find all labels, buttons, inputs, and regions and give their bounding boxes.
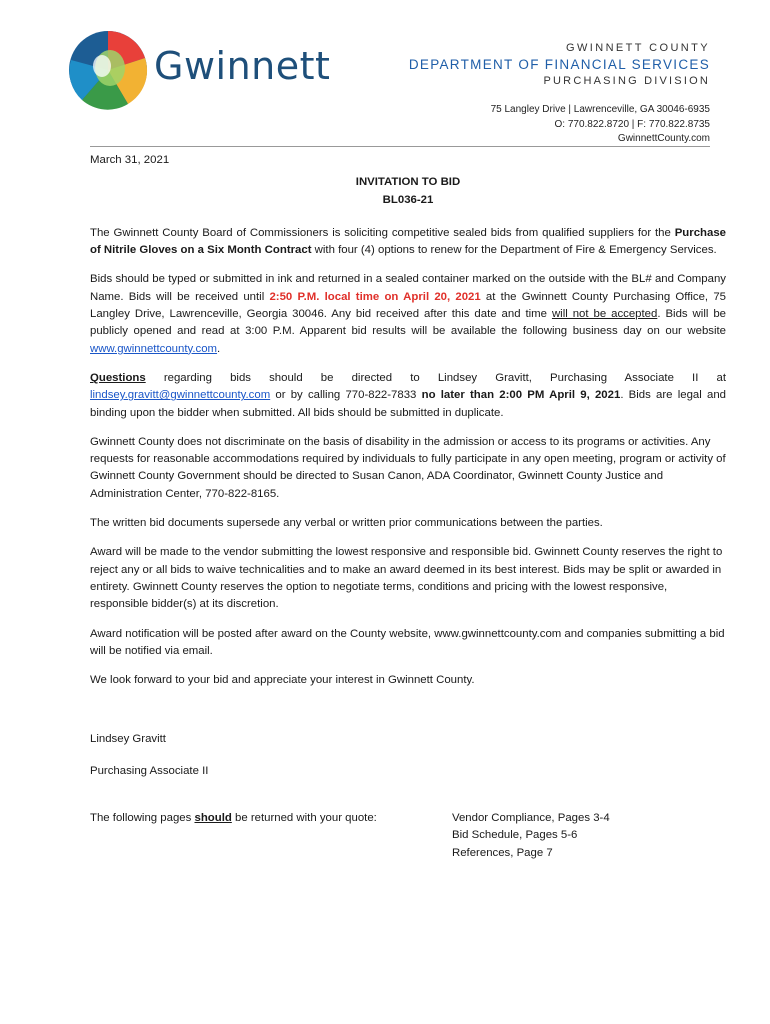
- logo-wordmark: Gwinnett: [154, 44, 331, 88]
- paragraph-notification: Award notification will be posted after award on the County website, www.gwinnettcounty.com and companies submitting a bid will be notified via email.: [90, 627, 725, 657]
- header-address: 75 Langley Drive | Lawrenceville, GA 30046-6935: [490, 104, 710, 115]
- return-item: Vendor Compliance, Pages 3-4: [452, 812, 610, 825]
- paragraph-ada: Gwinnett County does not discriminate on the basis of disability in the admission or access to its programs or activities. Any requests for reasonable accommodations required by individuals to fully participate in any open meeting, program or activity of Gwinnett County Government should be directed to Susan Canon, ADA Coordinator, Gwinnett County Justice and Administration Center, 770-822-8165.: [90, 435, 726, 500]
- gwinnett-logo: [68, 30, 331, 110]
- contract-name: Purchase of Nitrile Gloves on a Six Month Contract: [90, 226, 726, 257]
- header-division: PURCHASING DIVISION: [543, 75, 710, 87]
- paragraph-supersede: The written bid documents supersede any verbal or written prior communications between the parties.: [90, 517, 603, 530]
- text: at the Gwinnett County Purchasing Office, 75 Langley Drive, Lawrenceville, Georgia 30046. Any bid received after this date and time: [90, 290, 726, 321]
- email-link[interactable]: lindsey.gravitt@gwinnettcounty.com: [90, 389, 271, 402]
- text: . Bids will be publicly opened and read at 3:00 P.M. Apparent bid results will be available the following business day on our website: [90, 308, 726, 338]
- paragraph-questions: [90, 370, 726, 422]
- letter-body: [90, 152, 726, 862]
- not-accepted-text: will not be accepted: [551, 308, 658, 321]
- bid-number: BL036-21: [382, 193, 434, 206]
- deadline-highlight: 2:50 P.M. local time on April 20, 2021: [269, 290, 481, 303]
- text: be returned with your quote:: [231, 812, 377, 825]
- website-link[interactable]: www.gwinnettcounty.com: [90, 342, 218, 355]
- header-county: GWINNETT COUNTY: [566, 42, 710, 54]
- text: regarding bids should be directed to Lindsey Gravitt, Purchasing Associate II at: [145, 371, 726, 384]
- text: The Gwinnett County Board of Commissioners is soliciting competitive sealed bids from qualified suppliers for the: [90, 226, 675, 239]
- text: or by calling 770-822-7833: [270, 389, 422, 402]
- questions-label: Questions: [90, 371, 146, 384]
- header-divider: [90, 146, 710, 147]
- logo-mark: [68, 30, 148, 110]
- header-contact: [409, 103, 710, 147]
- text: . Bids are legal and binding upon the bidder when submitted. All bids should be submitted in duplicate.: [90, 389, 726, 419]
- paragraph-solicitation: [90, 225, 726, 260]
- text: Bids should be typed or submitted in ink and returned in a sealed container marked on the outside with the BL# and Company Name. Bids will be received until: [90, 273, 726, 303]
- paragraph-submission: [90, 271, 726, 357]
- header-phone: O: 770.822.8720 | F: 770.822.8735: [554, 118, 710, 130]
- question-deadline: no later than 2:00 PM April 9, 2021: [421, 389, 621, 402]
- letterhead: [409, 42, 710, 147]
- text: .: [217, 342, 221, 355]
- text: The following pages: [90, 812, 195, 825]
- paragraph-closing: We look forward to your bid and appreciate your interest in Gwinnett County.: [90, 674, 475, 687]
- return-list: [452, 810, 610, 862]
- return-item: References, Page 7: [452, 846, 553, 859]
- return-item: Bid Schedule, Pages 5-6: [452, 829, 578, 842]
- signer-name: Lindsey Gravitt: [90, 733, 166, 746]
- signer-title: Purchasing Associate II: [90, 764, 209, 777]
- letter-title: INVITATION TO BID: [355, 176, 461, 189]
- return-pages: [90, 810, 726, 862]
- should-emphasis: should: [194, 812, 232, 825]
- letter-date: March 31, 2021: [90, 154, 170, 166]
- return-instruction: [90, 810, 452, 862]
- paragraph-award: Award will be made to the vendor submitting the lowest responsive and responsible bid. Gwinnett County reserves the right to reject any or all bids to waive technicalities and to make an award deemed in its best interest. Bids may be split or awarded in entirety. Gwinnett County reserves the option to negotiate terms, conditions and pricing with the lowest responsive, responsible bidder(s) at its discretion.: [90, 546, 723, 611]
- header-website: GwinnettCounty.com: [617, 133, 710, 144]
- text: with four (4) options to renew for the Department of Fire & Emergency Services.: [311, 244, 717, 257]
- header-department: DEPARTMENT OF FINANCIAL SERVICES: [408, 57, 710, 72]
